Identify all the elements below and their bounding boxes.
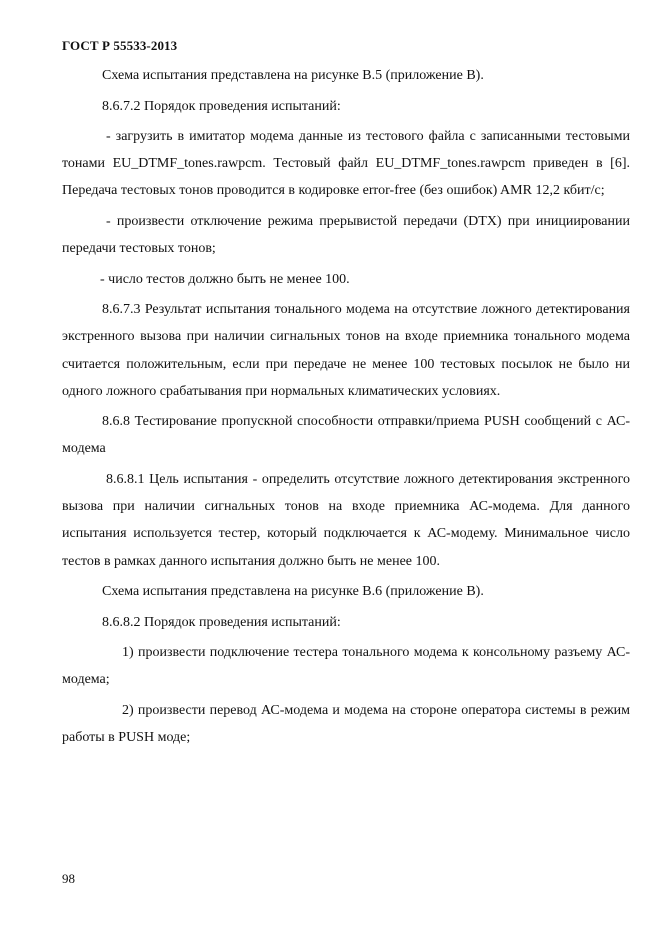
- paragraph-8-6-8-heading: 8.6.8 Тестирование пропускной способности отправки/приема PUSH сообщений с АС-модема: [62, 414, 630, 457]
- paragraph-8-6-7-2: 8.6.7.2 Порядок проведения испытаний:: [102, 98, 341, 114]
- paragraph-8-6-8-1: 8.6.8.1 Цель испытания - определить отсутствие ложного детектирования экстренного вызова при наличии сигнальных тонов на входе приемника АС-модема. Для данного испытания используется тестер, который подключается к АС-модему. Минимальное число тестов в рамках данного испытания должно быть не менее 100.: [62, 471, 630, 569]
- paragraph-8-6-7-3: 8.6.7.3 Результат испытания тонального модема на отсутствие ложного детектирования экстренного вызова при наличии сигнальных тонов на входе приемника тонального модема считается положительным, если при передаче не менее 100 тестовых посылок не было ни одного ложного срабатывания при нормальных климатических условиях.: [62, 302, 630, 399]
- paragraph-disable-dtx: - произвести отключение режима прерывистой передачи (DTX) при инициировании передачи тестовых тонов;: [62, 213, 630, 257]
- paragraph-test-count: - число тестов должно быть не менее 100.: [100, 271, 350, 287]
- paragraph-step-2: 2) произвести перевод АС-модема и модема на стороне оператора системы в режим работы в PUSH моде;: [62, 702, 630, 745]
- paragraph-load-test-file: - загрузить в имитатор модема данные из тестового файла с записанными тестовыми тонами EU_DTMF_tones.rawpcm. Тестовый файл EU_DTMF_tones.rawpcm приведен в [6]. Передача тестовых тонов проводится в кодировке error-free (без ошибок) AMR 12,2 кбит/с;: [62, 129, 630, 199]
- document-header: ГОСТ Р 55533-2013: [62, 38, 178, 53]
- paragraph-step-1: 1) произвести подключение тестера тонального модема к консольному разъему АС-модема;: [62, 645, 630, 688]
- page-number: 98: [62, 871, 75, 886]
- paragraph-8-6-8-2: 8.6.8.2 Порядок проведения испытаний:: [102, 614, 341, 630]
- paragraph-scheme-b6: Схема испытания представлена на рисунке В.6 (приложение В).: [102, 584, 484, 600]
- document-body: [62, 62, 630, 754]
- paragraph-scheme-b5: Схема испытания представлена на рисунке В.5 (приложение В).: [102, 68, 484, 83]
